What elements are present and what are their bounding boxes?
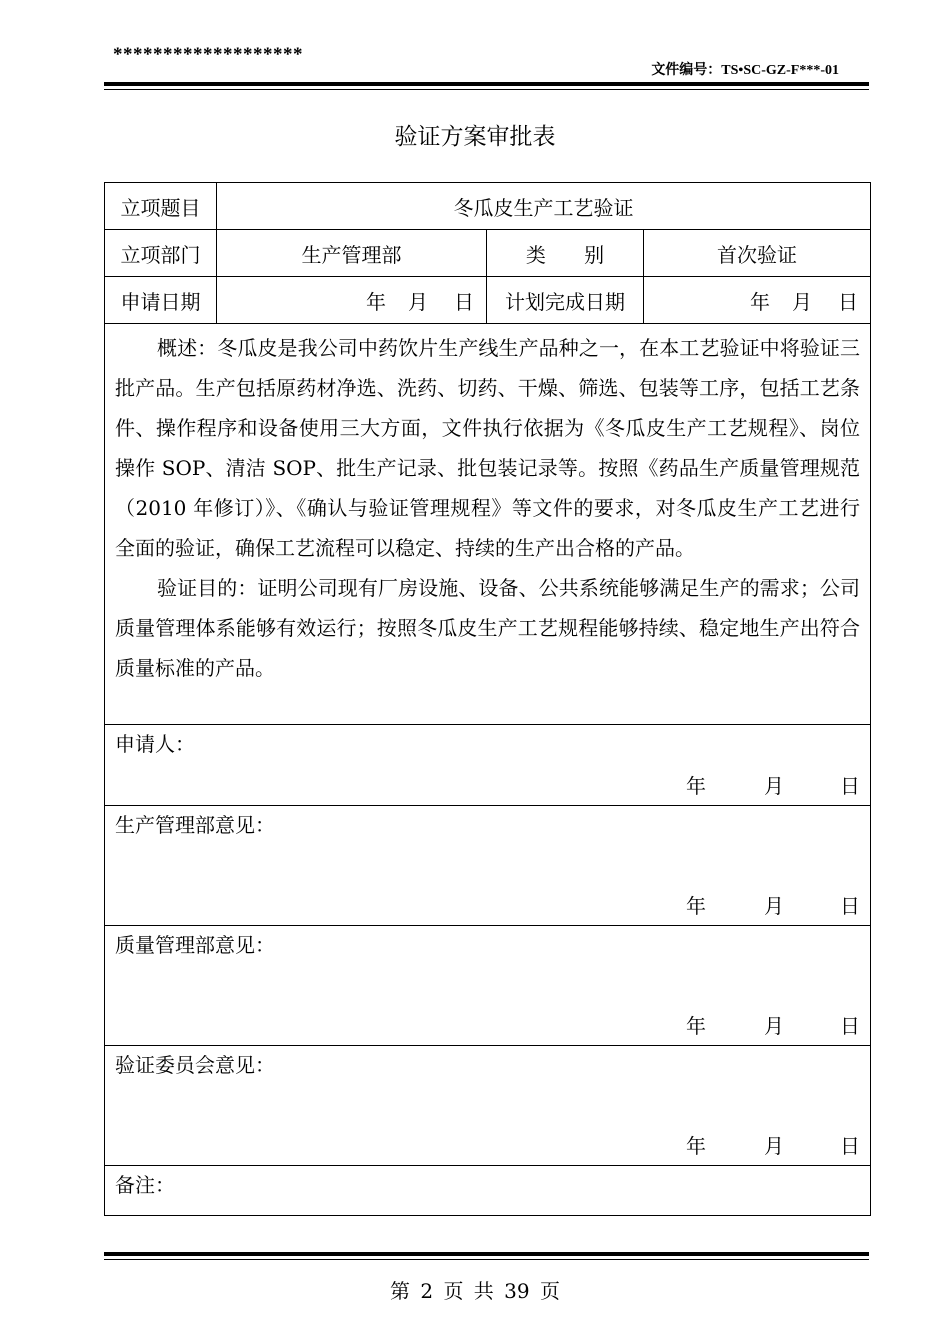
committee-month: 月 <box>764 1134 785 1158</box>
production-day: 日 <box>840 894 861 918</box>
planned-date-label: 计划完成日期 <box>487 277 644 324</box>
document-number: 文件编号：TS•SC-GZ-F***-01 <box>651 63 839 78</box>
committee-section <box>105 1046 871 1166</box>
department-label: 立项部门 <box>105 230 217 277</box>
apply-date-value <box>217 277 487 324</box>
category-label: 类 别 <box>487 230 644 277</box>
apply-date-label: 申请日期 <box>105 277 217 324</box>
project-title-value: 冬瓜皮生产工艺验证 <box>217 183 871 230</box>
plan-year: 年 <box>750 289 771 314</box>
description-cell <box>105 324 871 725</box>
production-dept-label: 生产管理部意见： <box>115 813 275 837</box>
form-title: 验证方案审批表 <box>394 124 556 150</box>
approval-form-table <box>104 182 871 1216</box>
plan-month: 月 <box>792 289 813 314</box>
remarks-label: 备注： <box>115 1173 175 1197</box>
applicant-label: 申请人： <box>115 732 195 756</box>
footer-rule-thin <box>104 1259 869 1260</box>
production-dept-section <box>105 806 871 926</box>
quality-year: 年 <box>686 1014 707 1038</box>
planned-date-value <box>644 277 871 324</box>
page-number: 第 2 页 共 39 页 <box>390 1279 560 1303</box>
applicant-day: 日 <box>840 774 861 798</box>
apply-day: 日 <box>454 289 474 314</box>
overview-paragraph: 概述：冬瓜皮是我公司中药饮片生产线生产品种之一，在本工艺验证中将验证三批产品。生产包括原药材净选、洗药、切药、干燥、筛选、包装等工序，包括工艺条件、操作程序和设备使用三大方面，文件执行依据为《冬瓜皮生产工艺规程》、岗位操作 SOP、清洁 SOP、批生产记录、批包装记录等。按照《药品生产质量管理规范（2010 年修订）》、《确认与验证管理规程》等文件的要求，对冬瓜皮生产工艺进行全面的验证，确保工艺流程可以稳定、持续的生产出合格的产品。 <box>115 336 861 560</box>
committee-label: 验证委员会意见： <box>115 1053 275 1077</box>
production-year: 年 <box>686 894 707 918</box>
production-month: 月 <box>764 894 785 918</box>
committee-day: 日 <box>840 1134 861 1158</box>
category-value: 首次验证 <box>644 230 871 277</box>
quality-dept-date <box>684 1011 860 1041</box>
applicant-month: 月 <box>764 774 785 798</box>
apply-year: 年 <box>366 289 386 314</box>
plan-day: 日 <box>838 289 859 314</box>
applicant-section <box>105 725 871 806</box>
header-rule-thick <box>104 82 869 86</box>
project-title-label: 立项题目 <box>105 183 217 230</box>
purpose-paragraph: 验证目的：证明公司现有厂房设施、设备、公共系统能够满足生产的需求；公司质量管理体系能够有效运行；按照冬瓜皮生产工艺规程能够持续、稳定地生产出符合质量标准的产品。 <box>115 576 861 680</box>
applicant-year: 年 <box>686 774 707 798</box>
company-name: ******************* <box>113 44 303 65</box>
committee-year: 年 <box>686 1134 707 1158</box>
committee-date <box>684 1131 860 1161</box>
quality-month: 月 <box>764 1014 785 1038</box>
header-rule-thin <box>104 89 869 90</box>
apply-month: 月 <box>408 289 428 314</box>
department-value: 生产管理部 <box>217 230 487 277</box>
remarks-section <box>105 1166 871 1216</box>
applicant-date <box>684 771 860 801</box>
quality-dept-label: 质量管理部意见： <box>115 933 275 957</box>
quality-dept-section <box>105 926 871 1046</box>
quality-day: 日 <box>840 1014 861 1038</box>
footer-rule-thick <box>104 1252 869 1256</box>
production-dept-date <box>684 891 860 921</box>
